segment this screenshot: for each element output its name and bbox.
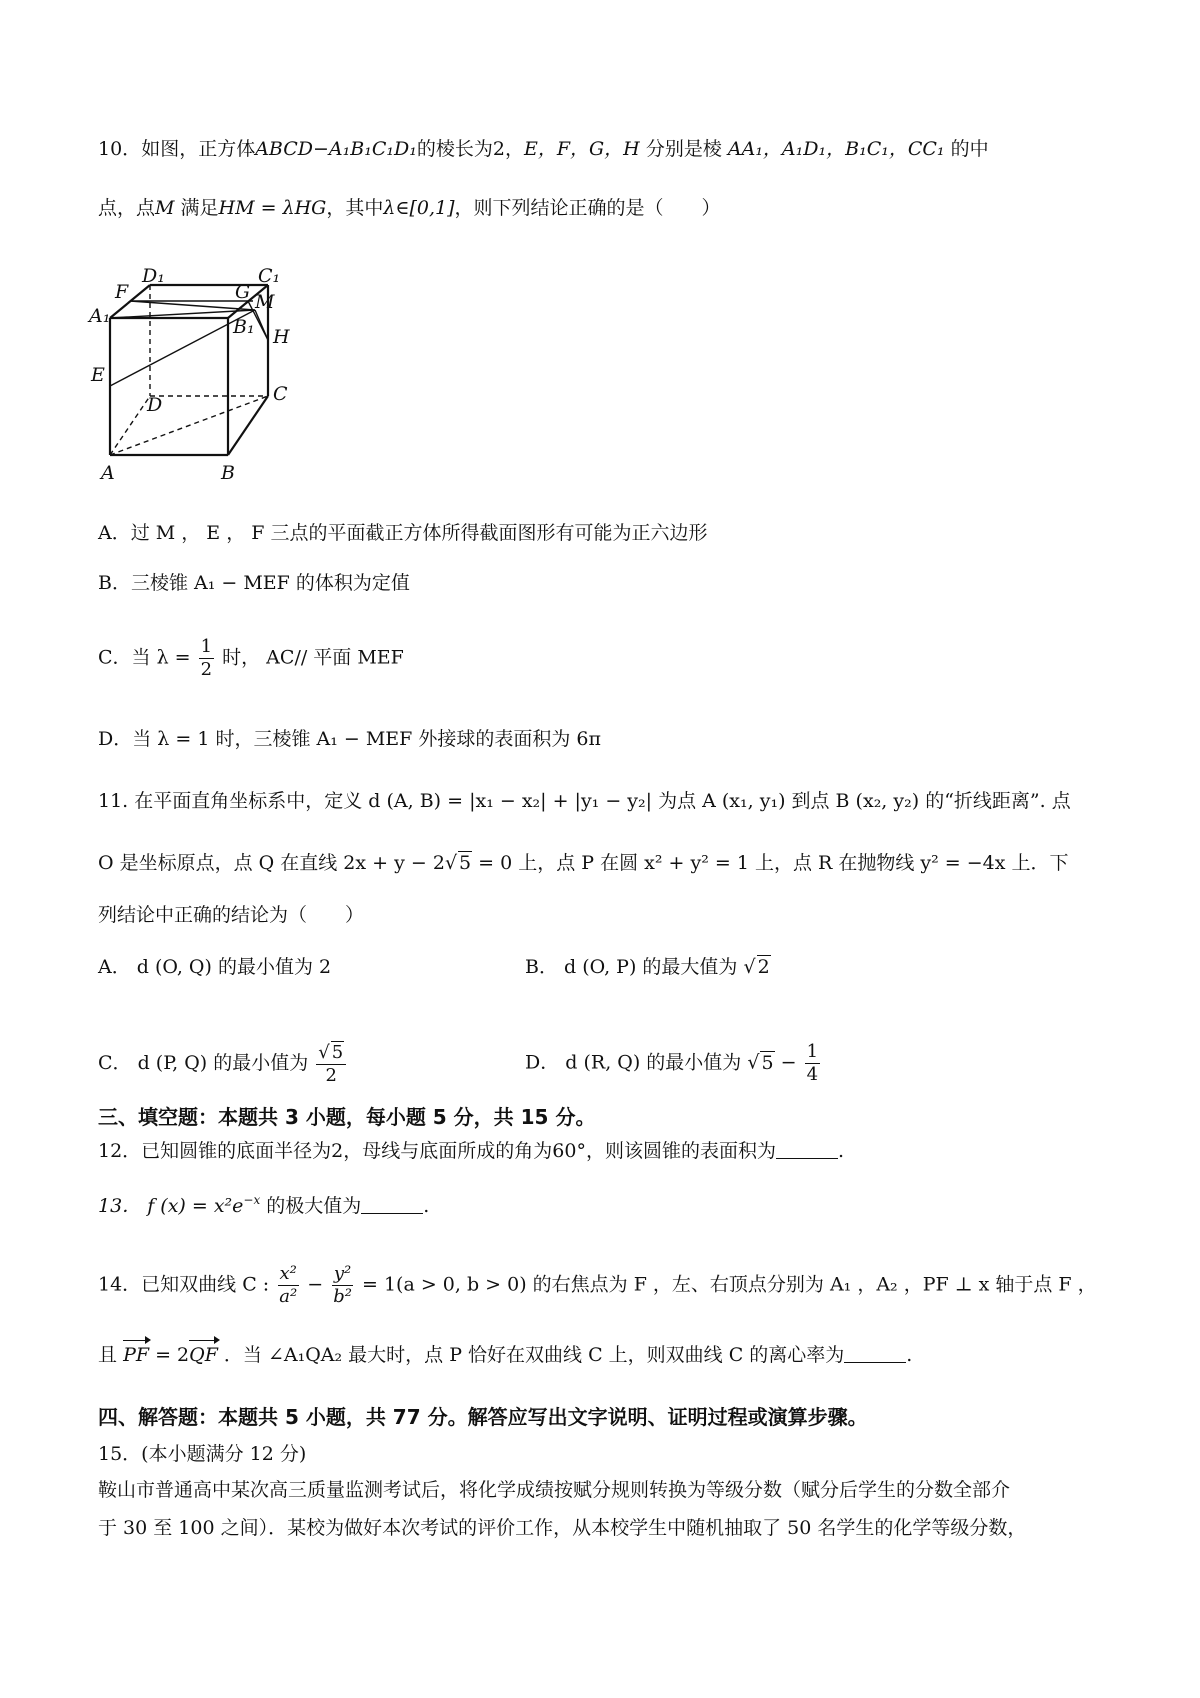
label-e: E bbox=[91, 364, 105, 386]
q10-option-b: B．三棱锥 A₁ − MEF 的体积为定值 bbox=[98, 572, 410, 594]
q14-line2: 且 PF = 2QF ．当 ∠A₁QA₂ 最大时，点 P 恰好在双曲线 C 上，则双曲线 C 的离心率为 . bbox=[98, 1344, 913, 1366]
q10-option-a: A．过 M ， E ， F 三点的平面截正方体所得截面图形有可能为正六边形 bbox=[98, 522, 708, 544]
vector-qf: QF bbox=[189, 1344, 218, 1366]
section4-heading: 四、解答题：本题共 5 小题，共 77 分。解答应写出文字说明、证明过程或演算步骤。 bbox=[98, 1405, 868, 1429]
label-d: D bbox=[147, 394, 163, 416]
q11-option-a: A． d (O, Q) 的最小值为 2 bbox=[98, 956, 332, 978]
label-g: G bbox=[235, 281, 251, 303]
vector-pf: PF bbox=[123, 1344, 150, 1366]
q11-option-b: B． d (O, P) 的最大值为 √ 2 bbox=[525, 956, 770, 978]
fraction: $\frac{1}{4}$ bbox=[806, 1041, 819, 1085]
section3-heading: 三、填空题：本题共 3 小题，每小题 5 分，共 15 分。 bbox=[98, 1105, 596, 1129]
label-a1: A₁ bbox=[89, 305, 111, 327]
cube-name: ABCD−A₁B₁C₁D₁ bbox=[255, 138, 417, 160]
q11-line1: 11. 在平面直角坐标系中，定义 d (A, B) = |x₁ − x₂| + |y₁ − y₂| 为点 A (x₁, y₁) 到点 B (x₂, y₂) 的“折线距离”. 点 bbox=[98, 790, 1071, 812]
answer-blank bbox=[361, 1195, 423, 1214]
q14-line1: 14．已知双曲线 C : $\frac{\text{x²}}{\text{a²}}$ − $\frac{\text{y²}}{\text{b²}}$ = 1(a > 0, b > 0) 的右焦点为 F ，左、右顶点分别为 A₁ ，A₂ ，PF ⊥ x 轴于点 F ， bbox=[98, 1263, 1097, 1307]
fraction: $\frac{\text{x²}}{\text{a²}}$ bbox=[279, 1263, 298, 1307]
label-c1: C₁ bbox=[258, 265, 281, 287]
cube-figure bbox=[89, 265, 325, 498]
q11-option-d: D． d (R, Q) 的最小值为 √ 5 − $\frac{1}{4}$ bbox=[525, 1041, 819, 1085]
answer-blank bbox=[844, 1344, 906, 1363]
q10-number: 10． bbox=[98, 138, 142, 160]
q10-option-c: C．当 λ = $\frac{1}{2}$ 时， AC// 平面 MEF bbox=[98, 636, 404, 680]
q15-line1: 鞍山市普通高中某次高三质量监测考试后，将化学成绩按赋分规则转换为等级分数（赋分后学生的分数全部介 bbox=[98, 1479, 1011, 1501]
label-b: B bbox=[221, 462, 235, 484]
label-f: F bbox=[115, 281, 129, 303]
q11-option-c: C． d (P, Q) 的最小值为 $\frac{√ 5}{2}$ bbox=[98, 1041, 348, 1087]
q12-line: 12．已知圆锥的底面半径为2，母线与底面所成的角为60°，则该圆锥的表面积为 . bbox=[98, 1140, 844, 1162]
vector-relation: HM = λHG bbox=[218, 197, 327, 219]
label-b1: B₁ bbox=[233, 316, 255, 338]
answer-blank bbox=[776, 1140, 838, 1159]
label-h: H bbox=[273, 326, 290, 348]
q10-option-d: D．当 λ = 1 时，三棱锥 A₁ − MEF 外接球的表面积为 6π bbox=[98, 728, 601, 750]
label-a: A bbox=[101, 462, 115, 484]
fraction: $\frac{√ 5}{2}$ bbox=[316, 1041, 346, 1087]
label-c: C bbox=[273, 383, 288, 405]
label-m: M bbox=[255, 291, 275, 313]
q15-title: 15．(本小题满分 12 分) bbox=[98, 1443, 307, 1465]
q13-line: 13． f $(x) = x^2e^{-x}$ 的极大值为 . bbox=[98, 1193, 430, 1217]
label-d1: D₁ bbox=[142, 265, 165, 287]
q15-line2: 于 30 至 100 之间）．某校为做好本次考试的评价工作，从本校学生中随机抽取了 50 名学生的化学等级分数， bbox=[98, 1517, 1027, 1539]
q11-line2: O 是坐标原点，点 Q 在直线 2x + y − 2√ 5 = 0 上，点 P 在圆 x² + y² = 1 上，点 R 在抛物线 y² = −4x 上．下 bbox=[98, 852, 1069, 874]
q10-line2: 点，点M 满足HM = λHG，其中λ∈[0,1]，则下列结论正确的是（ ） bbox=[98, 197, 721, 219]
q10-line1: 10．如图，正方体ABCD−A₁B₁C₁D₁的棱长为2，E，F，G，H 分别是棱 AA₁，A₁D₁，B₁C₁，CC₁ 的中 bbox=[98, 138, 989, 160]
fraction: $\frac{1}{2}$ bbox=[200, 636, 213, 680]
fraction: $\frac{\text{y²}}{\text{b²}}$ bbox=[333, 1263, 352, 1307]
q11-line3: 列结论中正确的结论为（ ） bbox=[98, 904, 365, 926]
